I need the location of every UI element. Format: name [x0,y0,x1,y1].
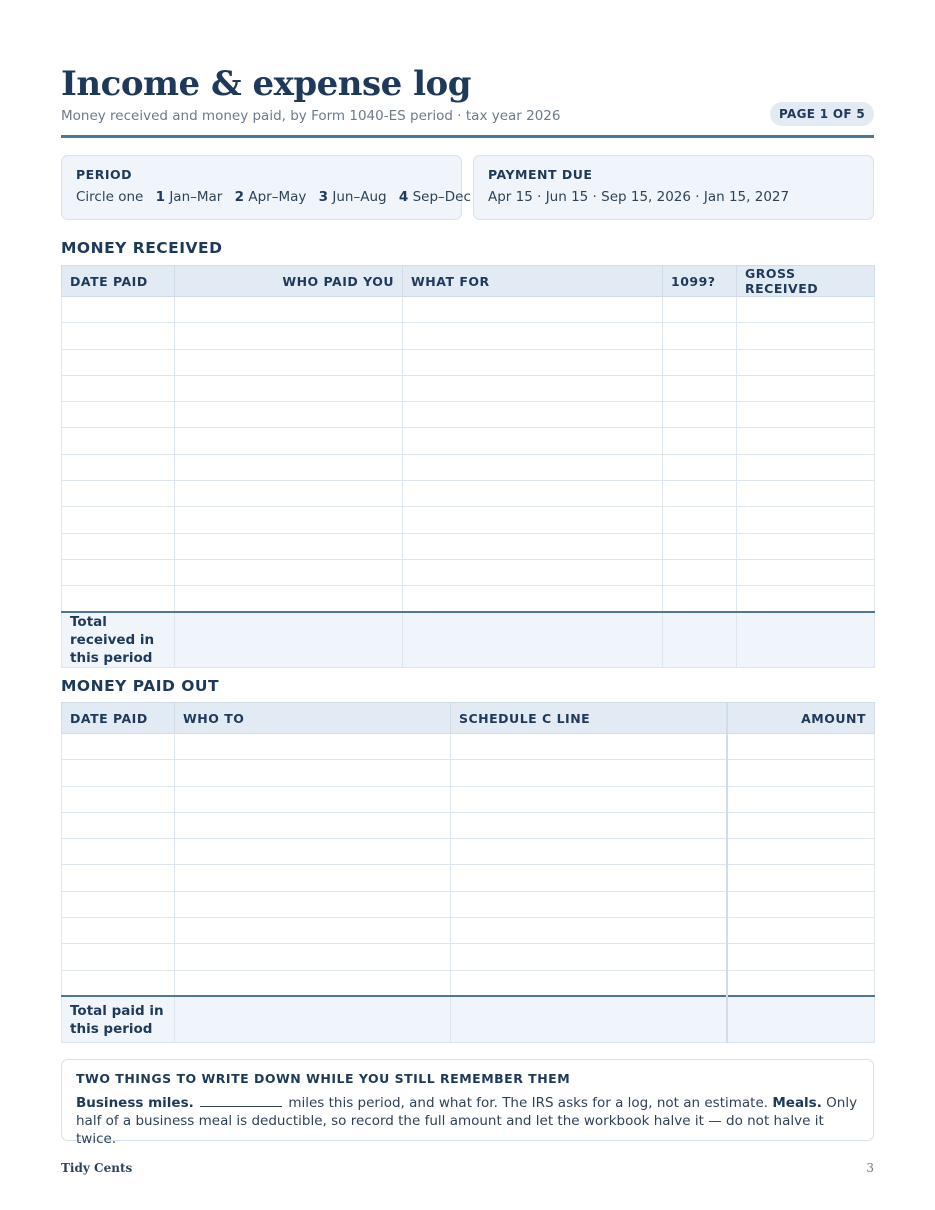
col-1099: 1099? [663,266,737,297]
table-cell[interactable] [175,481,403,507]
table-cell[interactable] [663,559,737,585]
table-cell[interactable] [451,760,727,786]
table-row [62,533,875,559]
page-title: Income & expense log [61,64,471,104]
table-row [62,891,875,917]
table-cell[interactable] [727,812,875,838]
table-cell[interactable] [62,454,175,480]
table-row [62,734,875,760]
table-cell[interactable] [175,970,451,996]
table-cell[interactable] [403,402,663,428]
table-cell[interactable] [175,533,403,559]
table-cell[interactable] [403,454,663,480]
period-box [61,155,471,220]
table-cell[interactable] [737,481,875,507]
table-cell[interactable] [727,839,875,865]
table-cell[interactable] [403,375,663,401]
table-cell[interactable] [62,559,175,585]
footer-brand: Tidy Cents [61,1161,133,1175]
table-cell[interactable] [727,918,875,944]
table-cell[interactable] [62,944,175,970]
table-row [62,454,875,480]
table-cell[interactable] [175,612,403,668]
table-cell[interactable] [62,297,175,323]
table-cell[interactable] [62,760,175,786]
table-cell[interactable] [175,944,451,970]
period-option-3[interactable]: 3 Jun–Aug [318,189,387,205]
table-cell[interactable] [451,839,727,865]
col-date-paid: DATE PAID [62,703,175,734]
table-cell[interactable] [737,402,875,428]
table-cell[interactable] [451,865,727,891]
payment-due-label: PAYMENT DUE [488,167,593,182]
note-title: TWO THINGS TO WRITE DOWN WHILE YOU STILL REMEMBER THEM [76,1071,571,1086]
table-cell[interactable] [663,349,737,375]
table-row [62,481,875,507]
table-cell[interactable] [727,970,875,996]
table-row [62,428,875,454]
table-cell[interactable] [737,349,875,375]
table-cell[interactable] [737,533,875,559]
total-received-value[interactable] [737,612,875,668]
table-row [62,297,875,323]
table-cell[interactable] [175,760,451,786]
table-cell[interactable] [175,865,451,891]
table-row [62,402,875,428]
table-cell[interactable] [737,586,875,612]
table-cell[interactable] [62,586,175,612]
table-cell[interactable] [175,586,403,612]
table-cell[interactable] [403,612,663,668]
table-cell[interactable] [727,786,875,812]
table-cell[interactable] [403,507,663,533]
table-cell[interactable] [403,559,663,585]
table-cell[interactable] [451,996,727,1042]
table-cell[interactable] [62,507,175,533]
table-row [62,507,875,533]
meals-label: Meals. [772,1095,822,1111]
table-cell[interactable] [175,891,451,917]
table-cell[interactable] [175,812,451,838]
table-cell[interactable] [663,375,737,401]
table-cell[interactable] [403,297,663,323]
table-cell[interactable] [62,323,175,349]
total-paid-label: Total paid in this period [62,996,175,1042]
table-row [62,812,875,838]
table-cell[interactable] [62,375,175,401]
table-cell[interactable] [663,428,737,454]
table-cell[interactable] [451,734,727,760]
table-cell[interactable] [737,507,875,533]
table-cell[interactable] [175,349,403,375]
miles-blank-field[interactable] [200,1096,282,1107]
total-paid-row [62,996,875,1042]
col-date-paid: DATE PAID [62,266,175,297]
table-cell[interactable] [62,533,175,559]
table-cell[interactable] [62,786,175,812]
table-cell[interactable] [737,428,875,454]
table-cell[interactable] [663,481,737,507]
table-row [62,586,875,612]
col-schedule-c-line: SCHEDULE C LINE [451,703,727,734]
note-text [76,1094,859,1148]
col-who-to: WHO TO [175,703,451,734]
table-cell[interactable] [451,918,727,944]
table-cell[interactable] [663,454,737,480]
table-cell[interactable] [62,839,175,865]
table-cell[interactable] [403,323,663,349]
table-row [62,918,875,944]
table-cell[interactable] [62,865,175,891]
table-cell[interactable] [175,996,451,1042]
table-cell[interactable] [451,786,727,812]
footer-page-number: 3 [866,1161,874,1175]
table-row [62,323,875,349]
table-cell[interactable] [737,323,875,349]
table-row [62,786,875,812]
table-cell[interactable] [663,402,737,428]
table-cell[interactable] [663,323,737,349]
table-cell[interactable] [403,349,663,375]
money-received-table [61,265,875,668]
period-option-1[interactable]: 1 Jan–Mar [155,189,223,205]
table-cell[interactable] [727,760,875,786]
table-cell[interactable] [62,734,175,760]
table-cell[interactable] [727,944,875,970]
table-cell[interactable] [175,297,403,323]
table-cell[interactable] [175,839,451,865]
payment-due-box [473,155,874,220]
table-cell[interactable] [62,918,175,944]
table-cell[interactable] [175,323,403,349]
table-cell[interactable] [451,970,727,996]
period-option-4[interactable]: 4 Sep–Dec [398,189,471,205]
reminder-note [61,1059,874,1147]
table-cell[interactable] [175,507,403,533]
table-cell[interactable] [663,297,737,323]
table-cell[interactable] [727,734,875,760]
table-row [62,865,875,891]
table-header-row [62,703,875,734]
table-row [62,375,875,401]
total-received-row [62,612,875,668]
col-gross-received: GROSS RECEIVED [737,266,875,297]
table-cell[interactable] [737,559,875,585]
table-row [62,944,875,970]
table-cell[interactable] [62,812,175,838]
table-cell[interactable] [62,970,175,996]
table-cell[interactable] [403,428,663,454]
period-label: PERIOD [76,167,132,182]
table-cell[interactable] [175,734,451,760]
col-amount: AMOUNT [727,703,875,734]
table-cell[interactable] [451,944,727,970]
miles-label: Business miles. [76,1095,194,1111]
period-option-2[interactable]: 2 Apr–May [234,189,307,205]
table-cell[interactable] [727,891,875,917]
period-options [76,189,471,205]
page-subtitle: Money received and money paid, by Form 1040-ES period · tax year 2026 [61,108,561,124]
table-cell[interactable] [175,559,403,585]
table-row [62,349,875,375]
period-prefix: Circle one [76,189,144,205]
table-cell[interactable] [403,533,663,559]
table-cell[interactable] [62,891,175,917]
table-cell[interactable] [451,891,727,917]
table-cell[interactable] [663,586,737,612]
table-row [62,970,875,996]
total-received-label: Total received in this period [62,612,175,668]
table-cell[interactable] [403,586,663,612]
table-cell[interactable] [403,481,663,507]
table-cell[interactable] [663,612,737,668]
table-cell[interactable] [737,297,875,323]
meals-text: Only half of a business meal is deductible, so record the full amount and let the workbook halve it — do not halve it twice. [76,1095,858,1147]
table-cell[interactable] [663,507,737,533]
table-row [62,559,875,585]
col-what-for: WHAT FOR [403,266,663,297]
payment-due-dates: Apr 15 · Jun 15 · Sep 15, 2026 · Jan 15, 2027 [488,189,790,205]
money-paid-out-table [61,702,875,1043]
header-divider [61,135,874,138]
page-badge: PAGE 1 OF 5 [770,102,874,126]
total-paid-value[interactable] [727,996,875,1042]
table-row [62,760,875,786]
table-cell[interactable] [62,428,175,454]
table-header-row [62,266,875,297]
table-cell[interactable] [62,349,175,375]
money-paid-out-title: MONEY PAID OUT [61,677,220,695]
table-cell[interactable] [175,918,451,944]
table-cell[interactable] [663,533,737,559]
table-cell[interactable] [175,375,403,401]
table-cell[interactable] [737,375,875,401]
table-cell[interactable] [451,812,727,838]
table-cell[interactable] [727,865,875,891]
money-received-title: MONEY RECEIVED [61,239,223,257]
table-cell[interactable] [62,481,175,507]
table-cell[interactable] [62,402,175,428]
table-cell[interactable] [737,454,875,480]
table-cell[interactable] [175,786,451,812]
col-who-paid-you: WHO PAID YOU [175,266,403,297]
table-cell[interactable] [175,402,403,428]
table-cell[interactable] [175,428,403,454]
table-cell[interactable] [175,454,403,480]
table-row [62,839,875,865]
miles-text: miles this period, and what for. The IRS asks for a log, not an estimate. [288,1095,769,1111]
